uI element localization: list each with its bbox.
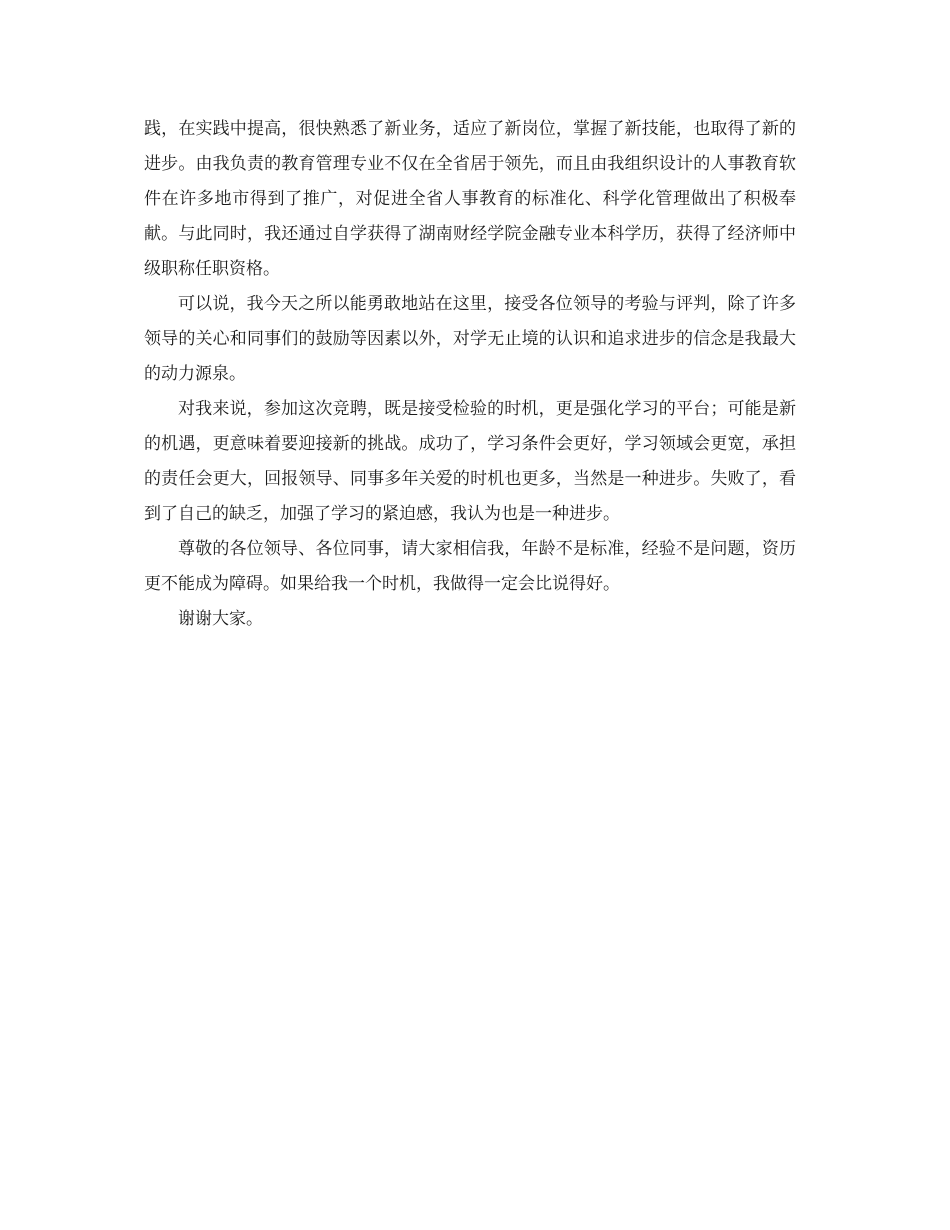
paragraph-1: 践，在实践中提高，很快熟悉了新业务，适应了新岗位，掌握了新技能，也取得了新的进步。由我负责的教育管理专业不仅在全省居于领先，而且由我组织设计的人事教育软件在许多地市得到了推广，对促进全省人事教育的标准化、科学化管理做出了积极奉献。与此同时，我还通过自学获得了湖南财经学院金融专业本科学历，获得了经济师中级职称任职资格。 [144,119,796,279]
paragraph-3: 对我来说，参加这次竞聘，既是接受检验的时机，更是强化学习的平台；可能是新的机遇，更意味着要迎接新的挑战。成功了，学习条件会更好，学习领域会更宽，承担的责任会更大，回报领导、同事多年关爱的时机也更多，当然是一种进步。失败了，看到了自己的缺乏，加强了学习的紧迫感，我认为也是一种进步。 [144,399,796,524]
paragraph-5: 谢谢大家。 [178,609,263,629]
paragraph-4: 尊敬的各位领导、各位同事，请大家相信我，年龄不是标准，经验不是问题，资历更不能成为障碍。如果给我一个时机，我做得一定会比说得好。 [144,539,796,594]
paragraph-2: 可以说，我今天之所以能勇敢地站在这里，接受各位领导的考验与评判，除了许多领导的关心和同事们的鼓励等因素以外，对学无止境的认识和追求进步的信念是我最大的动力源泉。 [144,294,796,384]
document-body [144,112,796,637]
